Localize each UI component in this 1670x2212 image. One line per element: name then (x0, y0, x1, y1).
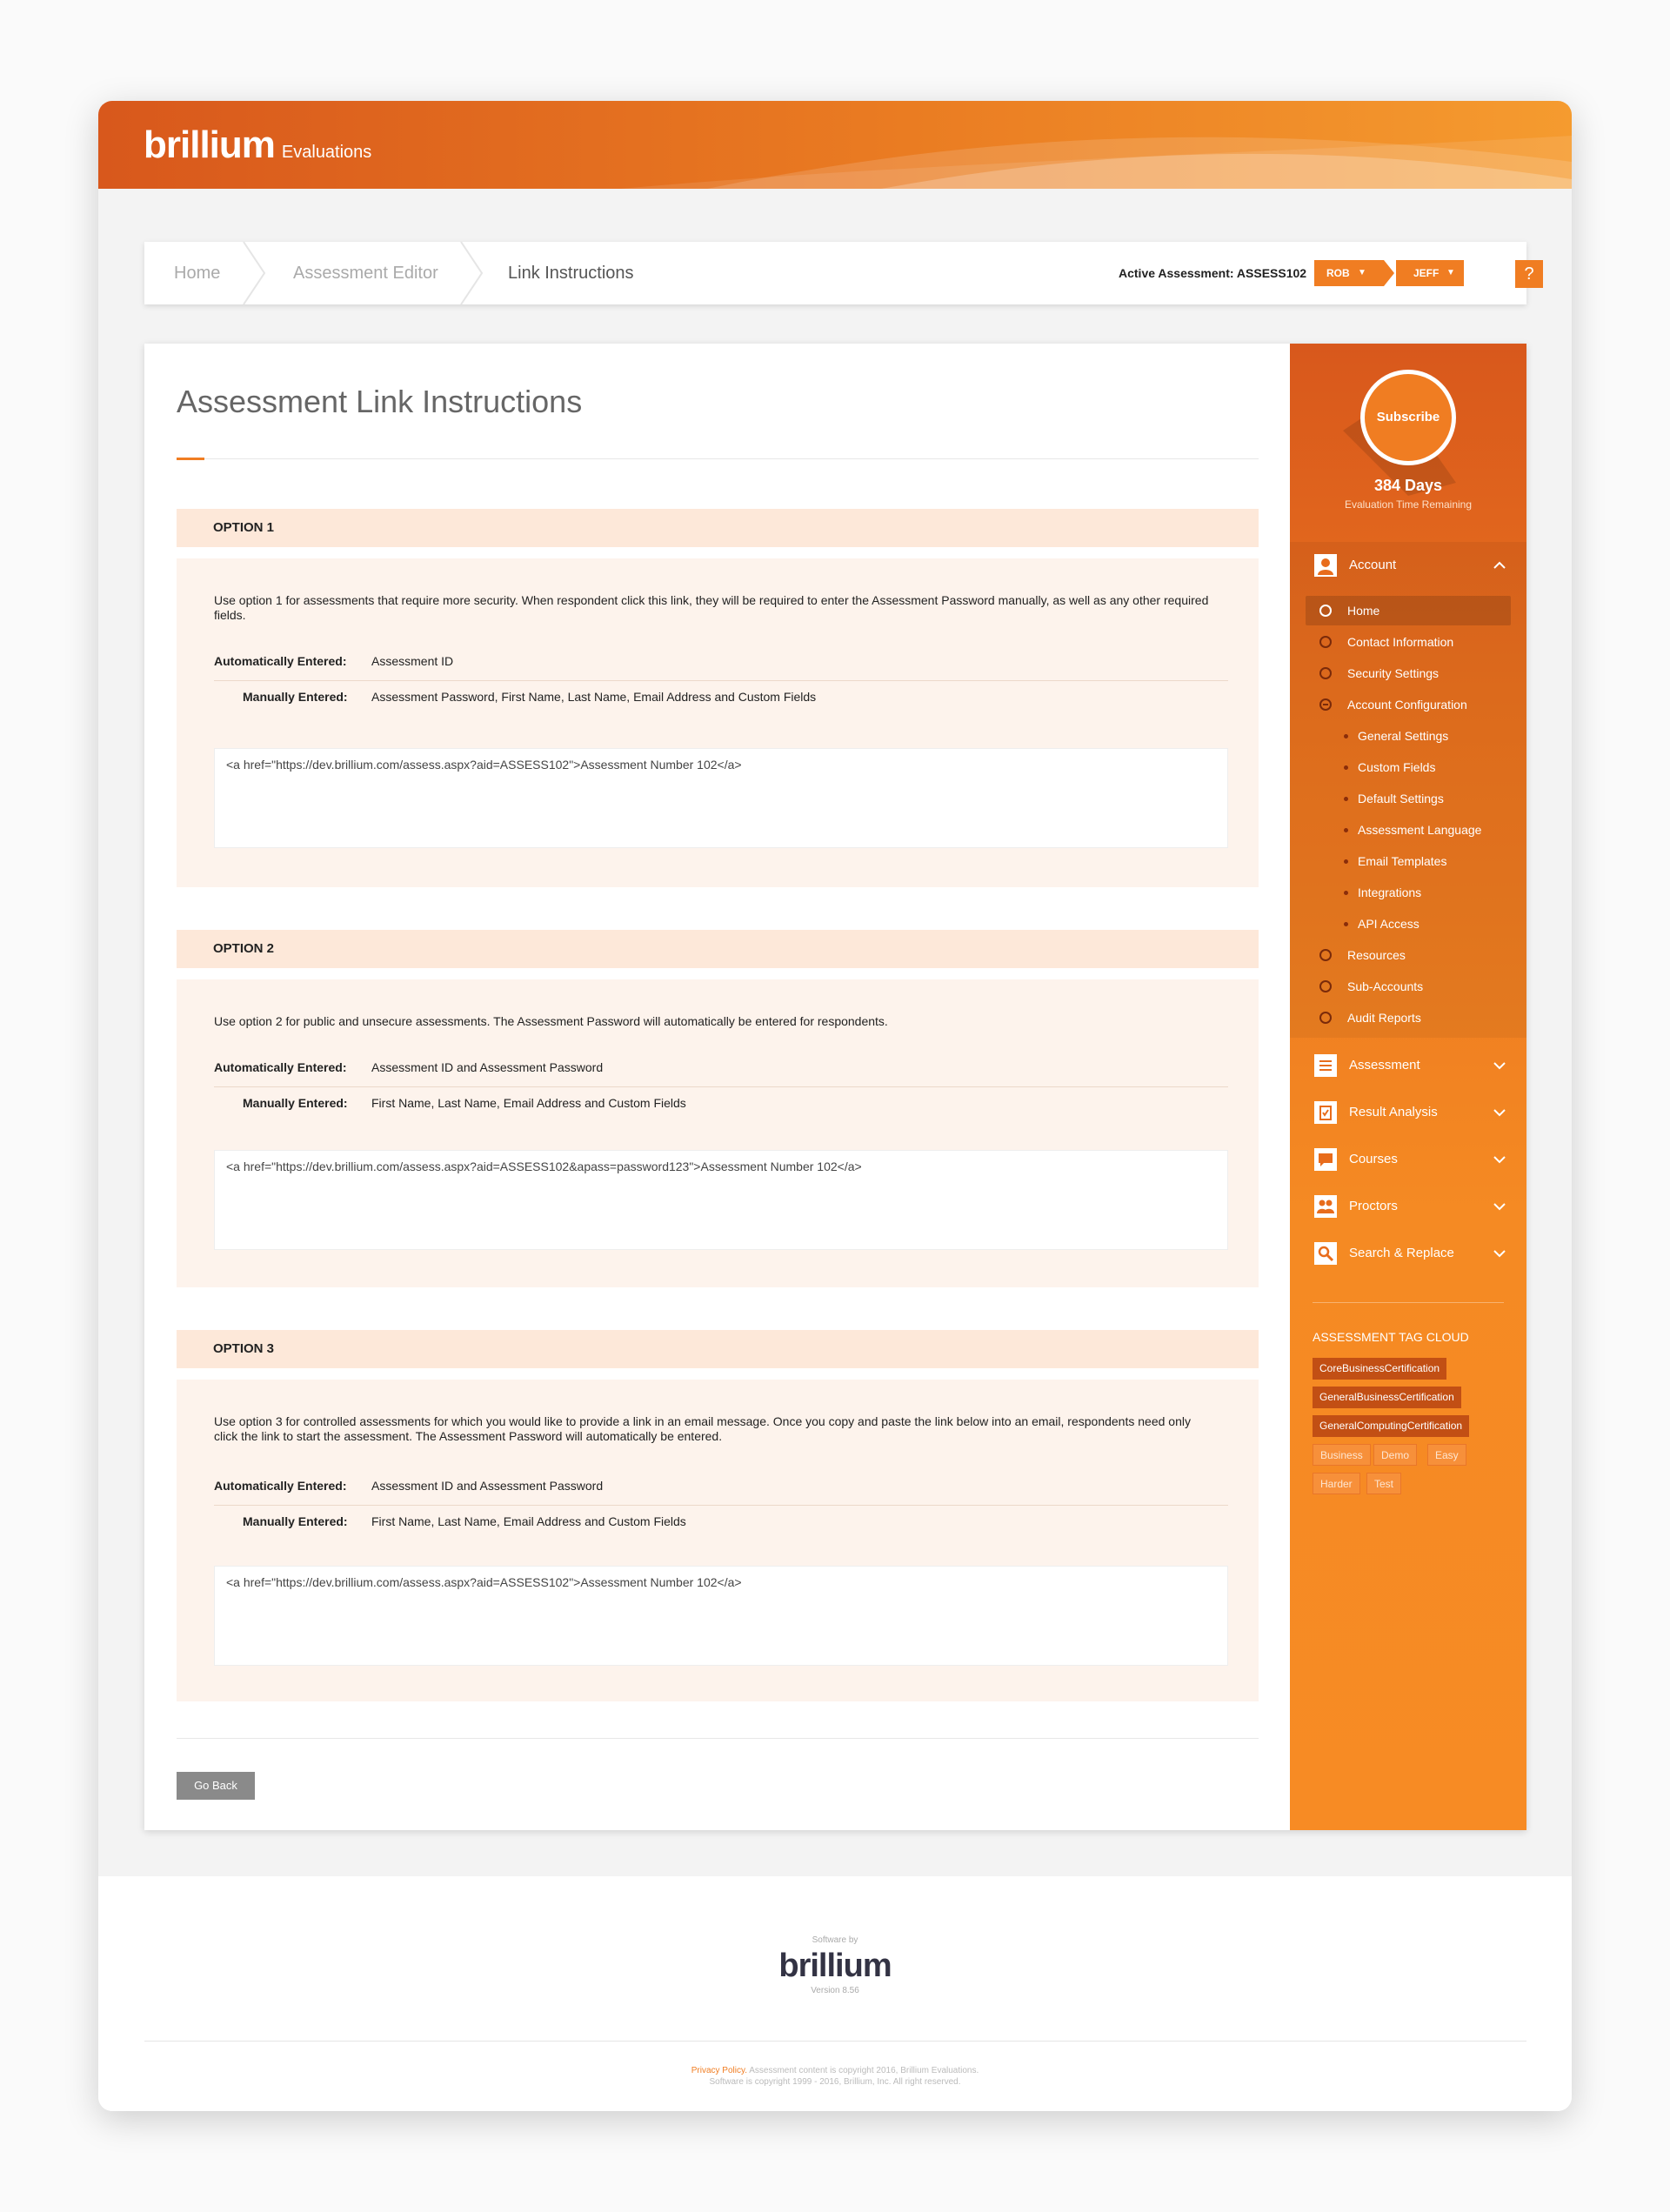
row-divider (214, 1505, 1228, 1506)
sidebar-item-label: Audit Reports (1347, 1011, 1421, 1025)
search-icon (1314, 1242, 1337, 1265)
breadcrumb-separator (242, 242, 268, 304)
circle-icon (1319, 949, 1332, 961)
sidebar (1290, 344, 1526, 1830)
page-title: Assessment Link Instructions (177, 384, 583, 419)
sidebar-item-security-settings[interactable] (1306, 658, 1511, 688)
manual-entered-label: Manually Entered: (243, 1096, 348, 1110)
sidebar-item-label: Security Settings (1347, 666, 1440, 680)
manual-entered-value: First Name, Last Name, Email Address and Custom Fields (371, 1096, 686, 1110)
tag-item[interactable]: Test (1366, 1473, 1401, 1494)
sidebar-item-home[interactable] (1306, 596, 1511, 625)
subscribe-button[interactable]: Subscribe (1365, 374, 1452, 461)
people-icon (1314, 1195, 1337, 1218)
sidebar-item-sub-accounts[interactable] (1306, 972, 1511, 1001)
sidebar-section-assessment[interactable] (1314, 1049, 1514, 1084)
breadcrumb (144, 242, 1534, 304)
bullet-icon (1344, 765, 1348, 770)
sidebar-item-label: Resources (1347, 948, 1406, 962)
chevron-down-icon (1493, 1108, 1506, 1117)
user-dropdown-jeff[interactable] (1396, 260, 1464, 286)
tag-item[interactable]: Harder (1313, 1473, 1360, 1494)
option-1-heading: OPTION 1 (177, 509, 1259, 547)
sidebar-subitem-label: API Access (1358, 917, 1420, 931)
option-3-body (177, 1380, 1259, 1701)
circle-icon (1319, 980, 1332, 992)
tag-item[interactable]: CoreBusinessCertification (1313, 1358, 1446, 1380)
option-description: Use option 2 for public and unsecure assessments. The Assessment Password will automatically be entered for respondents. (214, 1014, 888, 1028)
bullet-icon (1344, 922, 1348, 926)
brand-logo[interactable] (144, 124, 371, 167)
go-back-button[interactable]: Go Back (177, 1772, 255, 1800)
tag-cloud-divider (1313, 1302, 1504, 1303)
chevron-down-icon (1493, 1249, 1506, 1258)
bullet-icon (1344, 828, 1348, 832)
content-divider (177, 1738, 1259, 1739)
manual-entered-value: First Name, Last Name, Email Address and Custom Fields (371, 1514, 686, 1528)
account-header[interactable] (1314, 542, 1514, 589)
link-code-textarea[interactable]: <a href="https://dev.brillium.com/assess.aspx?aid=ASSESS102">Assessment Number 102</a> (214, 1566, 1228, 1666)
circle-icon (1319, 636, 1332, 648)
sidebar-subitem-label: Integrations (1358, 885, 1422, 899)
content-area (144, 344, 1290, 1830)
option-description: Use option 1 for assessments that require more security. When respondent click this link, they will be required to enter the Assessment Password manually, as well as any other required fields. (214, 593, 1209, 622)
subscribe-badge (1360, 370, 1456, 465)
sidebar-subitem-label: General Settings (1358, 729, 1449, 743)
top-header (98, 101, 1572, 189)
option-2-body (177, 979, 1259, 1287)
manual-entered-value: Assessment Password, First Name, Last Name, Email Address and Custom Fields (371, 690, 817, 704)
title-divider (177, 458, 1259, 459)
privacy-policy-link[interactable]: Privacy Policy. (691, 2066, 748, 2075)
version-label: Version 8.56 (811, 1986, 859, 1995)
clipboard-icon (1314, 1101, 1337, 1124)
main-panel (144, 344, 1526, 1830)
tag-item[interactable]: GeneralComputingCertification (1313, 1415, 1469, 1437)
sidebar-item-audit-reports[interactable] (1306, 1003, 1511, 1032)
app-frame (98, 101, 1572, 2111)
manual-entered-label: Manually Entered: (243, 1514, 348, 1528)
user-icon (1314, 554, 1337, 577)
caret-down-icon: ▼ (1358, 268, 1366, 277)
sidebar-subitem-label: Default Settings (1358, 792, 1444, 805)
tag-cloud-title: ASSESSMENT TAG CLOUD (1313, 1330, 1469, 1344)
footer-divider (144, 2041, 1526, 2042)
breadcrumb-link-instructions: Link Instructions (508, 264, 634, 283)
bullet-icon (1344, 734, 1348, 738)
sidebar-section-label: Proctors (1349, 1199, 1398, 1213)
sidebar-section-label: Search & Replace (1349, 1246, 1454, 1260)
link-code-textarea[interactable]: <a href="https://dev.brillium.com/assess.aspx?aid=ASSESS102&apass=password123">Assessment Number 102</a> (214, 1150, 1228, 1250)
sidebar-item-label: Home (1347, 604, 1380, 618)
collapse-circle-icon (1319, 698, 1332, 711)
tag-item[interactable]: Easy (1427, 1444, 1466, 1466)
footer-logo[interactable]: brillium (778, 1948, 892, 1984)
legal-text (98, 2065, 1572, 2088)
row-divider (214, 680, 1228, 681)
chevron-down-icon (1493, 1061, 1506, 1070)
user-label: JEFF (1413, 267, 1440, 279)
legal-line-1: Assessment content is copyright 2016, Brillium Evaluations. (747, 2066, 979, 2075)
days-remaining: 384 Days (1373, 477, 1443, 494)
auto-entered-label: Automatically Entered: (214, 1479, 347, 1493)
caret-down-icon: ▼ (1446, 268, 1455, 277)
chevron-down-icon (1493, 1202, 1506, 1211)
manual-entered-label: Manually Entered: (243, 690, 348, 704)
option-1-body (177, 558, 1259, 887)
sidebar-subitem-label: Assessment Language (1358, 823, 1482, 837)
sidebar-section-result-analysis[interactable] (1314, 1096, 1514, 1131)
tag-item[interactable]: Demo (1373, 1444, 1417, 1466)
user-label: ROB (1326, 267, 1350, 279)
chevron-up-icon (1493, 561, 1506, 570)
list-icon (1314, 1054, 1337, 1077)
sidebar-section-courses[interactable] (1314, 1143, 1514, 1178)
sidebar-subitem-label: Custom Fields (1358, 760, 1436, 774)
auto-entered-value: Assessment ID (371, 654, 454, 668)
bullet-icon (1344, 859, 1348, 864)
link-code-textarea[interactable]: <a href="https://dev.brillium.com/assess.aspx?aid=ASSESS102">Assessment Number 102</a> (214, 748, 1228, 848)
active-assessment-label: Active Assessment: ASSESS102 (1119, 266, 1307, 280)
sidebar-item-contact-information[interactable] (1306, 627, 1511, 657)
account-label: Account (1349, 558, 1397, 572)
sidebar-section-label: Courses (1349, 1152, 1398, 1166)
sidebar-section-search-replace[interactable] (1314, 1237, 1514, 1272)
sidebar-section-label: Assessment (1349, 1058, 1420, 1073)
product-name: Evaluations (281, 143, 372, 162)
sidebar-item-label: Sub-Accounts (1347, 979, 1424, 993)
auto-entered-value: Assessment ID and Assessment Password (371, 1060, 604, 1074)
days-remaining-caption: Evaluation Time Remaining (1344, 498, 1473, 511)
title-accent-bar (177, 458, 204, 460)
breadcrumb-home[interactable]: Home (174, 264, 221, 283)
user-dropdown-rob[interactable] (1314, 260, 1384, 286)
help-button[interactable]: ? (1515, 260, 1543, 288)
account-section (1290, 542, 1526, 1038)
circle-icon (1319, 605, 1332, 617)
sidebar-item-label: Account Configuration (1347, 698, 1467, 712)
footer (98, 1876, 1572, 2111)
chevron-down-icon (1493, 1155, 1506, 1164)
sidebar-section-proctors[interactable] (1314, 1190, 1514, 1225)
option-2-heading: OPTION 2 (177, 930, 1259, 968)
auto-entered-value: Assessment ID and Assessment Password (371, 1479, 604, 1493)
chat-icon (1314, 1148, 1337, 1171)
circle-icon (1319, 1012, 1332, 1024)
breadcrumb-assessment-editor[interactable]: Assessment Editor (293, 264, 438, 283)
option-description: Use option 3 for controlled assessments for which you would like to provide a link in an email message. Once you copy and paste the link below into an email, respondents need only click the link to start the assessment. The Assessment Password will automatically be entered. (214, 1414, 1191, 1443)
user-separator-arrow (1384, 260, 1396, 286)
tag-item[interactable]: Business (1313, 1444, 1371, 1466)
sidebar-item-resources[interactable] (1306, 940, 1511, 970)
sidebar-subitem-label: Email Templates (1358, 854, 1447, 868)
option-3-heading: OPTION 3 (177, 1330, 1259, 1368)
circle-icon (1319, 667, 1332, 679)
sidebar-section-label: Result Analysis (1349, 1105, 1438, 1119)
sidebar-item-label: Contact Information (1347, 635, 1454, 649)
software-by-label: Software by (812, 1935, 858, 1945)
brand-name: brillium (144, 124, 275, 166)
bullet-icon (1344, 797, 1348, 801)
row-divider (214, 1086, 1228, 1087)
bullet-icon (1344, 891, 1348, 895)
auto-entered-label: Automatically Entered: (214, 654, 347, 668)
breadcrumb-separator (459, 242, 485, 304)
legal-line-2: Software is copyright 1999 - 2016, Brillium, Inc. All right reserved. (709, 2077, 961, 2087)
tag-item[interactable]: GeneralBusinessCertification (1313, 1387, 1461, 1408)
sidebar-item-account-configuration[interactable] (1306, 690, 1511, 719)
auto-entered-label: Automatically Entered: (214, 1060, 347, 1074)
